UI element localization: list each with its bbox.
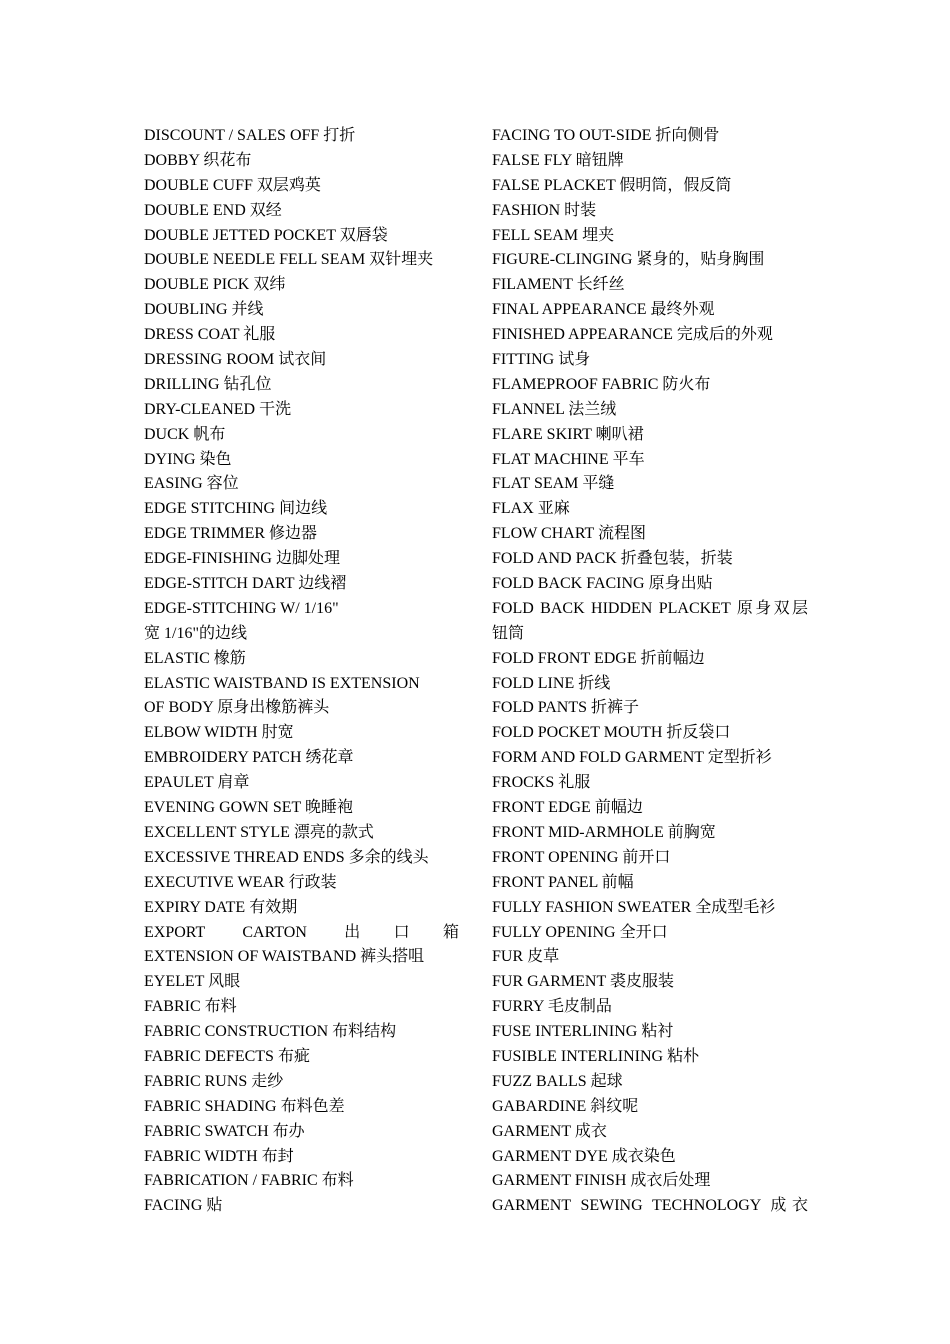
glossary-line: FELL SEAM 埋夹	[492, 226, 615, 244]
glossary-line: 宽 1/16"的边线	[144, 624, 247, 642]
glossary-line: DUCK 帆布	[144, 425, 226, 443]
glossary-line: EMBROIDERY PATCH 绣花章	[144, 749, 354, 767]
glossary-line: FINISHED APPEARANCE 完成后的外观	[492, 326, 773, 344]
glossary-line: ELASTIC 橡筋	[144, 649, 246, 667]
glossary-line: FLAT MACHINE 平车	[492, 450, 645, 468]
glossary-line: FABRIC SHADING 布料色差	[144, 1097, 345, 1115]
glossary-line: FLAX 亚麻	[492, 500, 570, 518]
glossary-line: FACING 贴	[144, 1197, 223, 1215]
glossary-line: FRONT MID-ARMHOLE 前胸宽	[492, 823, 716, 841]
glossary-line: FASHION 时装	[492, 201, 597, 219]
glossary-line: EDGE-FINISHING 边脚处理	[144, 550, 340, 568]
glossary-line: FACING TO OUT-SIDE 折向侧骨	[492, 127, 720, 144]
glossary-line: FABRIC CONSTRUCTION 布料结构	[144, 1023, 397, 1041]
glossary-line: EXTENSION OF WAISTBAND 裤头搭咀	[144, 948, 425, 966]
glossary-line: FUR GARMENT 裘皮服装	[492, 973, 674, 991]
glossary-line: FOLD LINE 折线	[492, 674, 611, 692]
glossary-line: FOLD BACK HIDDEN PLACKET 原身双层	[492, 599, 808, 617]
glossary-line: OF BODY 原身出橡筋裤头	[144, 699, 330, 717]
glossary-line: FABRIC RUNS 走纱	[144, 1072, 284, 1090]
glossary-line: FLANNEL 法兰绒	[492, 400, 617, 418]
glossary-line: FABRIC 布料	[144, 998, 237, 1016]
glossary-line: FUZZ BALLS 起球	[492, 1072, 623, 1090]
glossary-line: EXCELLENT STYLE 漂亮的款式	[144, 823, 374, 841]
glossary-line: FRONT PANEL 前幅	[492, 873, 634, 891]
glossary-line: FITTING 试身	[492, 351, 591, 369]
glossary-line: FOLD AND PACK 折叠包装，折装	[492, 550, 733, 568]
glossary-line: EXPORT CARTON 出口箱	[144, 923, 459, 941]
glossary-line: DOUBLE JETTED POCKET 双唇袋	[144, 226, 388, 244]
glossary-line: DRY-CLEANED 干洗	[144, 400, 292, 418]
glossary-line: EXECUTIVE WEAR 行政装	[144, 873, 337, 891]
glossary-line: FOLD BACK FACING 原身出贴	[492, 575, 713, 593]
glossary-line: FRONT OPENING 前开口	[492, 848, 671, 866]
glossary-line: FINAL APPEARANCE 最终外观	[492, 301, 715, 319]
glossary-line: FALSE FLY 暗钮牌	[492, 151, 624, 169]
glossary-line: DOUBLE END 双经	[144, 201, 282, 219]
glossary-line: FABRIC WIDTH 布封	[144, 1147, 294, 1165]
glossary-line: EXPIRY DATE 有效期	[144, 898, 298, 916]
glossary-line: FULLY OPENING 全开口	[492, 923, 668, 941]
glossary-line: EDGE STITCHING 间边线	[144, 500, 328, 518]
glossary-line: FUSIBLE INTERLINING 粘朴	[492, 1047, 700, 1065]
glossary-line: FULLY FASHION SWEATER 全成型毛衫	[492, 898, 776, 916]
glossary-line: FABRIC SWATCH 布办	[144, 1122, 305, 1140]
glossary-line: FOLD FRONT EDGE 折前幅边	[492, 649, 705, 667]
glossary-line: FRONT EDGE 前幅边	[492, 799, 643, 817]
glossary-line: FUR 皮草	[492, 948, 560, 966]
glossary-line: FUSE INTERLINING 粘衬	[492, 1023, 674, 1041]
glossary-line: DOBBY 织花布	[144, 151, 252, 169]
glossary-line: FLAMEPROOF FABRIC 防火布	[492, 375, 711, 393]
glossary-line: FLOW CHART 流程图	[492, 525, 647, 543]
glossary-line: FABRICATION / FABRIC 布料	[144, 1172, 354, 1190]
glossary-line: FLARE SKIRT 喇叭裙	[492, 425, 644, 443]
glossary-line: DISCOUNT / SALES OFF 打折	[144, 127, 356, 144]
glossary-line: GARMENT 成衣	[492, 1122, 607, 1140]
glossary-line: DYING 染色	[144, 450, 232, 468]
glossary-line: ELBOW WIDTH 肘宽	[144, 724, 294, 742]
glossary-line: FALSE PLACKET 假明筒，假反筒	[492, 176, 732, 194]
glossary-line: ELASTIC WAISTBAND IS EXTENSION	[144, 674, 420, 692]
glossary-line: GARMENT FINISH 成衣后处理	[492, 1172, 711, 1190]
glossary-line: FLAT SEAM 平缝	[492, 475, 615, 493]
glossary-line: FABRIC DEFECTS 布疵	[144, 1047, 310, 1065]
glossary-line: DOUBLING 并线	[144, 301, 264, 319]
glossary-line: FROCKS 礼服	[492, 774, 591, 792]
glossary-line: EXCESSIVE THREAD ENDS 多余的线头	[144, 848, 429, 866]
glossary-line: EDGE TRIMMER 修边器	[144, 525, 318, 543]
glossary-line: EYELET 风眼	[144, 973, 241, 991]
glossary-line: FOLD POCKET MOUTH 折反袋口	[492, 724, 731, 742]
left-column	[144, 124, 459, 1219]
glossary-line: DRILLING 钻孔位	[144, 375, 272, 393]
glossary-line: EPAULET 肩章	[144, 774, 250, 792]
glossary-line: FILAMENT 长纤丝	[492, 276, 625, 294]
glossary-line: EDGE-STITCHING W/ 1/16"	[144, 599, 339, 617]
glossary-line: FOLD PANTS 折裤子	[492, 699, 639, 717]
glossary-line: FIGURE-CLINGING 紧身的，贴身胸围	[492, 251, 765, 269]
glossary-line: FORM AND FOLD GARMENT 定型折衫	[492, 749, 772, 767]
glossary-line: GARMENT SEWING TECHNOLOGY 成衣	[492, 1197, 808, 1215]
glossary-line: DRESS COAT 礼服	[144, 326, 276, 344]
glossary-line: DOUBLE PICK 双纬	[144, 276, 286, 294]
glossary-line: EDGE-STITCH DART 边线褶	[144, 575, 347, 593]
glossary-line: EASING 容位	[144, 475, 239, 493]
right-column	[492, 124, 808, 1219]
glossary-line: GABARDINE 斜纹呢	[492, 1097, 639, 1115]
glossary-line: EVENING GOWN SET 晚睡袍	[144, 799, 354, 817]
glossary-line: 钮筒	[492, 624, 525, 642]
glossary-line: DOUBLE NEEDLE FELL SEAM 双针埋夹	[144, 251, 434, 269]
glossary-line: DRESSING ROOM 试衣间	[144, 351, 327, 369]
glossary-line: GARMENT DYE 成衣染色	[492, 1147, 676, 1165]
glossary-line: FURRY 毛皮制品	[492, 998, 612, 1016]
glossary-line: DOUBLE CUFF 双层鸡英	[144, 176, 321, 194]
